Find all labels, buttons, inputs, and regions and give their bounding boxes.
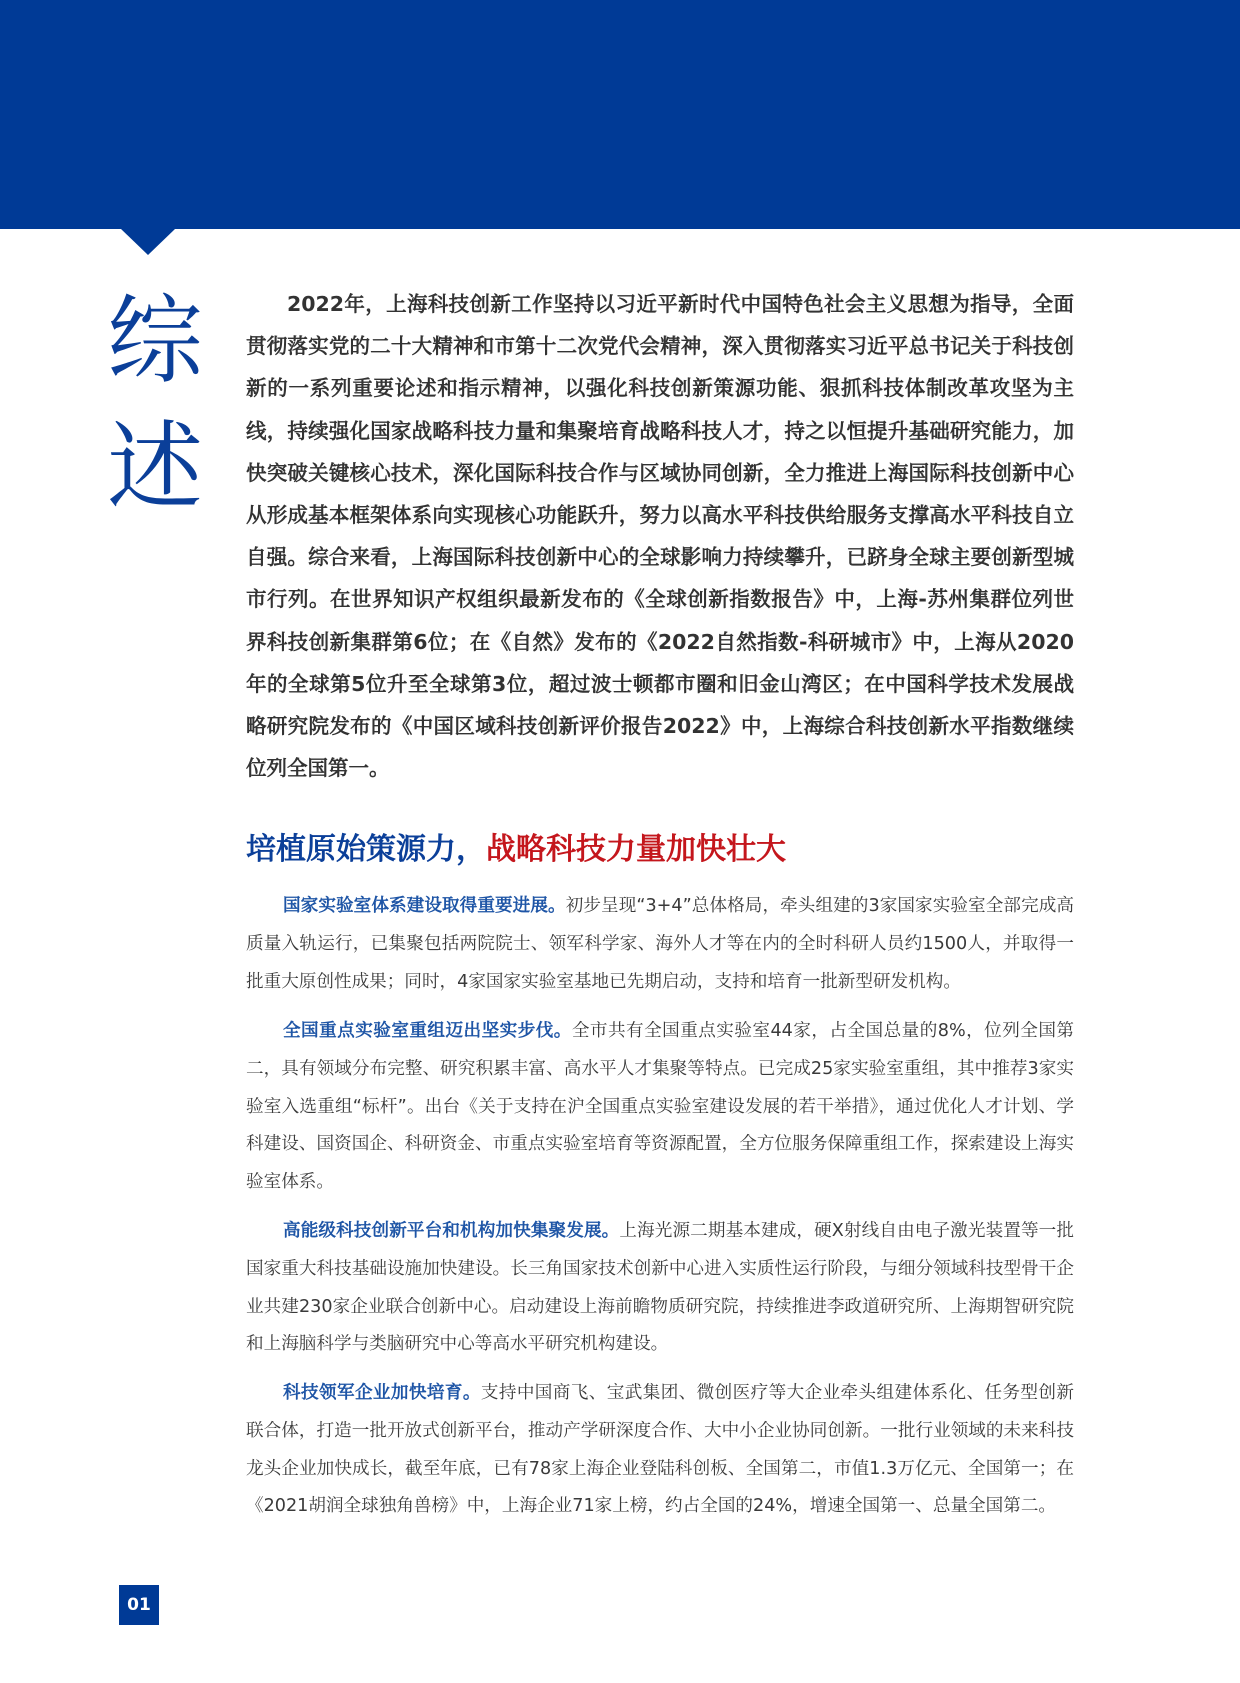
paragraph-body: 初步呈现“3+4”总体格局，牵头组建的3家国家实验室全部完成高质量入轨运行，已集聚包括两院院士、领军科学家、海外人才等在内的全时科研人员约1500人，并取得一批重大原创性成果；同时，4家国家实验室基地已先期启动，支持和培育一批新型研发机构。: [246, 896, 1074, 992]
page-number: 01: [119, 1585, 159, 1625]
paragraph-body: 支持中国商飞、宝武集团、微创医疗等大企业牵头组建体系化、任务型创新联合体，打造一批开放式创新平台，推动产学研深度合作、大中小企业协同创新。一批行业领域的未来科技龙头企业加快成长，截至年底，已有78家上海企业登陆科创板、全国第二，市值1.3万亿元、全国第一；在《2021胡润全球独角兽榜》中，上海企业71家上榜，约占全国的24%，增速全国第一、总量全国第二。: [246, 1383, 1074, 1517]
paragraph-lead: 科技领军企业加快培育。: [283, 1383, 481, 1403]
paragraph-enterprises: [246, 1375, 1074, 1526]
paragraph-body: 上海光源二期基本建成，硬X射线自由电子激光装置等一批国家重大科技基础设施加快建设。长三角国家技术创新中心进入实质性运行阶段，与细分领域科技型骨干企业共建230家企业联合创新中心。启动建设上海前瞻物质研究院，持续推进李政道研究所、上海期智研究院和上海脑科学与类脑研究中心等高水平研究机构建设。: [246, 1221, 1074, 1355]
paragraph-key-labs: [246, 1013, 1074, 1202]
paragraph-lead: 全国重点实验室重组迈出坚实步伐。: [283, 1021, 572, 1041]
section-heading: [246, 828, 786, 872]
section-heading-part2: 战略科技力量加快壮大: [486, 832, 786, 867]
header-banner: [0, 0, 1240, 229]
intro-paragraph: 2022年，上海科技创新工作坚持以习近平新时代中国特色社会主义思想为指导，全面贯彻落实党的二十大精神和市第十二次党代会精神，深入贯彻落实习近平总书记关于科技创新的一系列重要论述和指示精神，以强化科技创新策源功能、狠抓科技体制改革攻坚为主线，持续强化国家战略科技力量和集聚培育战略科技人才，持之以恒提升基础研究能力，加快突破关键核心技术，深化国际科技合作与区域协同创新，全力推进上海国际科技创新中心从形成基本框架体系向实现核心功能跃升，努力以高水平科技供给服务支撑高水平科技自立自强。综合来看，上海国际科技创新中心的全球影响力持续攀升，已跻身全球主要创新型城市行列。在世界知识产权组织最新发布的《全球创新指数报告》中，上海-苏州集群位列世界科技创新集群第6位；在《自然》发布的《2022自然指数-科研城市》中，上海从2020年的全球第5位升至全球第3位，超过波士顿都市圈和旧金山湾区；在中国科学技术发展战略研究院发布的《中国区域科技创新评价报告2022》中，上海综合科技创新水平指数继续位列全国第一。: [246, 292, 1074, 781]
banner-notch: [121, 229, 175, 255]
paragraph-lead: 国家实验室体系建设取得重要进展。: [283, 896, 566, 916]
section-title-char-2: 述: [107, 411, 203, 523]
section-title-char-1: 综: [107, 285, 203, 397]
paragraph-lead: 高能级科技创新平台和机构加快集聚发展。: [283, 1221, 620, 1241]
paragraph-platforms: [246, 1213, 1074, 1364]
section-heading-part1: 培植原始策源力，: [246, 832, 486, 867]
section-title: [100, 278, 210, 530]
paragraph-national-labs: [246, 888, 1074, 1001]
paragraph-body: 全市共有全国重点实验室44家，占全国总量的8%，位列全国第二，具有领域分布完整、研究积累丰富、高水平人才集聚等特点。已完成25家实验室重组，其中推荐3家实验室入选重组“标杆”。出台《关于支持在沪全国重点实验室建设发展的若干举措》，通过优化人才计划、学科建设、国资国企、科研资金、市重点实验室培育等资源配置，全方位服务保障重组工作，探索建设上海实验室体系。: [246, 1021, 1074, 1193]
